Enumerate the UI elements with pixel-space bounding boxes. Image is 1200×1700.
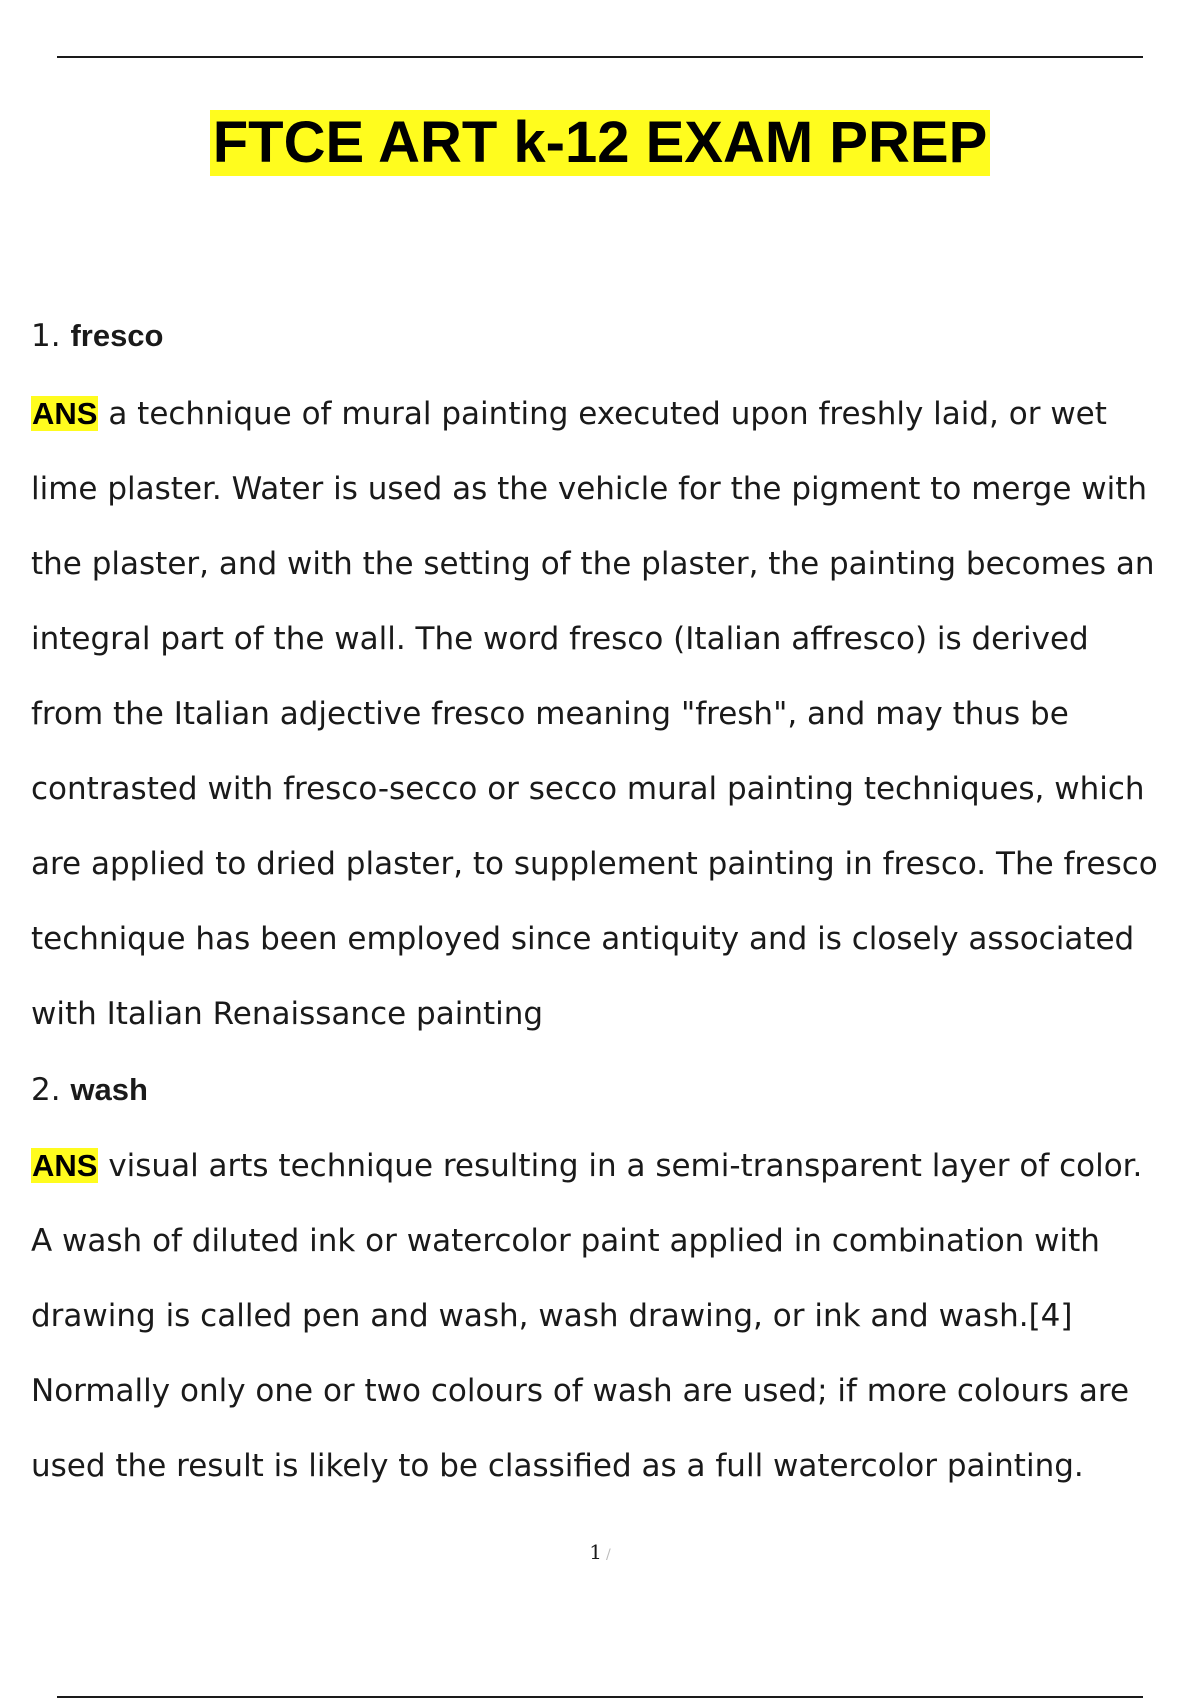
answer-block: [31, 376, 1200, 1052]
title-container: [0, 110, 1200, 176]
question-heading: [31, 316, 163, 356]
top-rule: [57, 56, 1143, 58]
answer-line: [31, 376, 1200, 452]
answer-text: a technique of mural painting executed upon freshly laid, or wet: [108, 396, 1107, 432]
page-separator: /: [606, 1547, 611, 1563]
answer-label: ANS: [32, 396, 98, 431]
answer-line: Normally only one or two colours of wash are used; if more colours are: [31, 1373, 1130, 1409]
answer-line: used the result is likely to be classified as a full watercolor painting.: [31, 1448, 1084, 1484]
page-number: [0, 1540, 1200, 1564]
answer-line: lime plaster. Water is used as the vehicle for the pigment to merge with: [31, 471, 1148, 507]
question-term: fresco: [70, 318, 164, 353]
answer-block: [31, 1128, 1200, 1504]
answer-line: contrasted with fresco-secco or secco mural painting techniques, which: [31, 771, 1145, 807]
answer-line: [31, 1128, 1200, 1204]
page-number-value: 1: [589, 1540, 602, 1564]
answer-line: the plaster, and with the setting of the plaster, the painting becomes an: [31, 546, 1155, 582]
document-title: FTCE ART k-12 EXAM PREP: [210, 110, 991, 176]
answer-line: drawing is called pen and wash, wash drawing, or ink and wash.[4]: [31, 1298, 1073, 1334]
question-number: 2.: [31, 1072, 61, 1108]
answer-line: technique has been employed since antiquity and is closely associated: [31, 921, 1135, 957]
bottom-rule: [57, 1696, 1143, 1698]
question-heading: [31, 1070, 148, 1110]
question-term: wash: [70, 1072, 148, 1107]
answer-line: are applied to dried plaster, to supplement painting in fresco. The fresco: [31, 846, 1158, 882]
answer-line: integral part of the wall. The word fresco (Italian affresco) is derived: [31, 621, 1089, 657]
answer-line: A wash of diluted ink or watercolor paint applied in combination with: [31, 1223, 1100, 1259]
answer-label: ANS: [32, 1148, 98, 1183]
question-number: 1.: [31, 318, 61, 354]
answer-line: with Italian Renaissance painting: [31, 996, 544, 1032]
answer-text: visual arts technique resulting in a semi-transparent layer of color.: [108, 1148, 1143, 1184]
answer-line: from the Italian adjective fresco meaning "fresh", and may thus be: [31, 696, 1069, 732]
